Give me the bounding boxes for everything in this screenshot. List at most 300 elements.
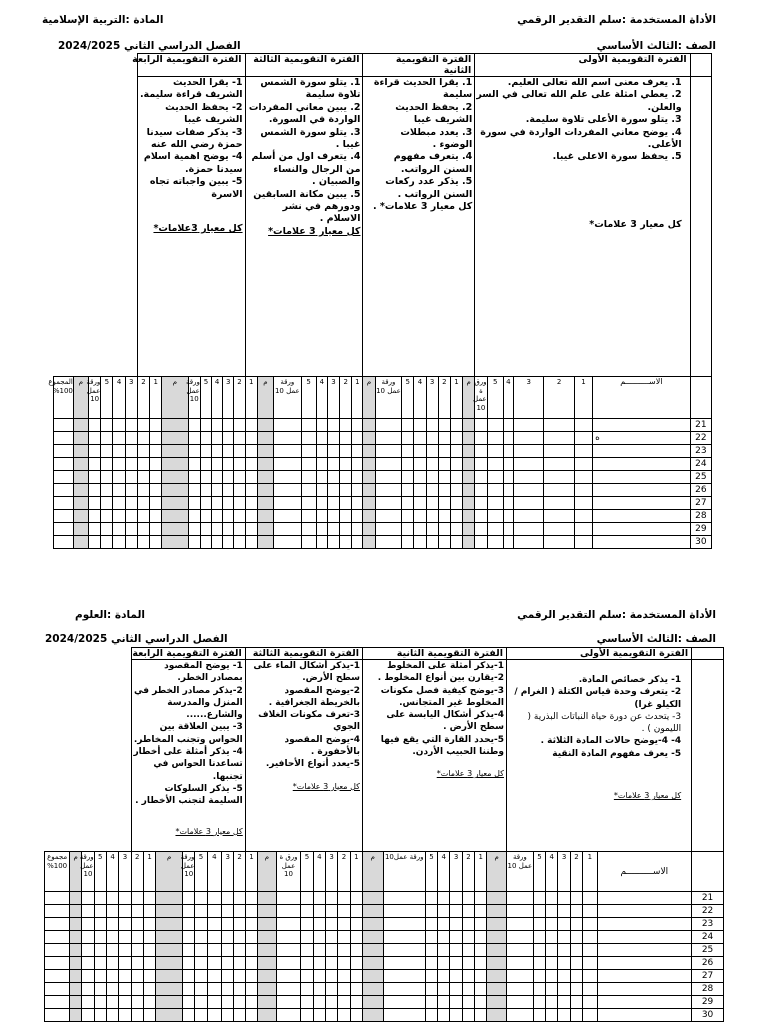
score-cell[interactable] [73, 523, 88, 536]
score-cell[interactable] [487, 445, 503, 458]
score-cell[interactable] [533, 931, 545, 944]
score-cell[interactable] [544, 432, 574, 445]
score-cell[interactable] [234, 536, 245, 549]
score-cell[interactable] [402, 497, 414, 510]
score-cell[interactable] [113, 432, 125, 445]
score-cell[interactable] [73, 497, 88, 510]
score-cell[interactable] [487, 484, 503, 497]
score-cell[interactable] [503, 419, 513, 432]
score-cell[interactable] [316, 484, 327, 497]
score-cell[interactable] [340, 419, 352, 432]
score-cell[interactable] [402, 445, 414, 458]
score-cell[interactable] [326, 1009, 338, 1022]
score-cell[interactable] [94, 905, 106, 918]
score-cell[interactable] [200, 510, 211, 523]
score-cell[interactable] [414, 419, 426, 432]
score-cell[interactable] [425, 918, 437, 931]
score-cell[interactable] [69, 996, 81, 1009]
score-cell[interactable] [245, 970, 257, 983]
score-cell[interactable] [73, 419, 88, 432]
score-cell[interactable] [350, 1009, 362, 1022]
score-cell[interactable] [425, 931, 437, 944]
score-cell[interactable] [162, 419, 188, 432]
score-cell[interactable] [570, 944, 582, 957]
score-cell[interactable] [234, 497, 245, 510]
score-cell[interactable] [119, 1009, 131, 1022]
score-cell[interactable] [338, 944, 350, 957]
score-cell[interactable] [327, 536, 339, 549]
score-cell[interactable] [183, 996, 195, 1009]
score-cell[interactable] [188, 471, 200, 484]
score-cell[interactable] [426, 484, 438, 497]
score-cell[interactable] [125, 536, 137, 549]
student-name-cell[interactable] [593, 445, 691, 458]
score-cell[interactable] [188, 432, 200, 445]
score-cell[interactable] [375, 536, 401, 549]
score-cell[interactable] [212, 523, 223, 536]
score-cell[interactable] [462, 931, 474, 944]
score-cell[interactable] [313, 957, 325, 970]
score-cell[interactable] [89, 471, 101, 484]
score-cell[interactable] [195, 931, 207, 944]
score-cell[interactable] [414, 458, 426, 471]
score-cell[interactable] [558, 957, 570, 970]
score-cell[interactable] [234, 484, 245, 497]
score-cell[interactable] [316, 510, 327, 523]
score-cell[interactable] [200, 536, 211, 549]
score-cell[interactable] [276, 1009, 301, 1022]
score-cell[interactable] [533, 957, 545, 970]
score-cell[interactable] [207, 970, 221, 983]
score-cell[interactable] [313, 905, 325, 918]
score-cell[interactable] [414, 510, 426, 523]
score-cell[interactable] [326, 944, 338, 957]
score-cell[interactable] [101, 471, 113, 484]
score-cell[interactable] [223, 497, 234, 510]
score-cell[interactable] [352, 471, 363, 484]
score-cell[interactable] [276, 944, 301, 957]
score-cell[interactable] [352, 510, 363, 523]
score-cell[interactable] [462, 983, 474, 996]
score-cell[interactable] [362, 944, 383, 957]
score-cell[interactable] [546, 996, 558, 1009]
score-cell[interactable] [362, 970, 383, 983]
score-cell[interactable] [212, 497, 223, 510]
score-cell[interactable] [156, 931, 183, 944]
score-cell[interactable] [106, 931, 118, 944]
score-cell[interactable] [200, 445, 211, 458]
score-cell[interactable] [162, 523, 188, 536]
score-cell[interactable] [53, 432, 73, 445]
score-cell[interactable] [200, 458, 211, 471]
student-name-cell[interactable] [593, 458, 691, 471]
score-cell[interactable] [89, 445, 101, 458]
score-cell[interactable] [350, 944, 362, 957]
score-cell[interactable] [546, 1009, 558, 1022]
score-cell[interactable] [143, 983, 155, 996]
student-name-cell[interactable] [593, 471, 691, 484]
score-cell[interactable] [362, 983, 383, 996]
score-cell[interactable] [362, 918, 383, 931]
score-cell[interactable] [402, 484, 414, 497]
student-name-cell[interactable] [597, 931, 692, 944]
score-cell[interactable] [119, 983, 131, 996]
score-cell[interactable] [350, 957, 362, 970]
score-cell[interactable] [73, 484, 88, 497]
score-cell[interactable] [301, 970, 313, 983]
score-cell[interactable] [245, 445, 257, 458]
score-cell[interactable] [313, 944, 325, 957]
score-cell[interactable] [375, 523, 401, 536]
score-cell[interactable] [301, 458, 316, 471]
score-cell[interactable] [131, 957, 143, 970]
score-cell[interactable] [558, 983, 570, 996]
student-name-cell[interactable] [593, 536, 691, 549]
score-cell[interactable] [137, 536, 149, 549]
score-cell[interactable] [546, 918, 558, 931]
score-cell[interactable] [425, 1009, 437, 1022]
score-cell[interactable] [245, 1009, 257, 1022]
score-cell[interactable] [101, 432, 113, 445]
score-cell[interactable] [222, 931, 234, 944]
score-cell[interactable] [426, 510, 438, 523]
score-cell[interactable] [212, 445, 223, 458]
score-cell[interactable] [350, 892, 362, 905]
student-name-cell[interactable] [597, 983, 692, 996]
score-cell[interactable] [82, 983, 94, 996]
score-cell[interactable] [574, 497, 592, 510]
score-cell[interactable] [533, 1009, 545, 1022]
score-cell[interactable] [487, 471, 503, 484]
score-cell[interactable] [363, 432, 375, 445]
score-cell[interactable] [383, 918, 425, 931]
score-cell[interactable] [276, 983, 301, 996]
score-cell[interactable] [245, 419, 257, 432]
score-cell[interactable] [258, 931, 277, 944]
score-cell[interactable] [583, 970, 597, 983]
score-cell[interactable] [212, 510, 223, 523]
score-cell[interactable] [450, 536, 462, 549]
score-cell[interactable] [383, 931, 425, 944]
score-cell[interactable] [362, 892, 383, 905]
score-cell[interactable] [234, 510, 245, 523]
score-cell[interactable] [234, 445, 245, 458]
score-cell[interactable] [82, 931, 94, 944]
score-cell[interactable] [350, 918, 362, 931]
score-cell[interactable] [245, 957, 257, 970]
score-cell[interactable] [462, 944, 474, 957]
score-cell[interactable] [188, 484, 200, 497]
score-cell[interactable] [450, 432, 462, 445]
score-cell[interactable] [506, 983, 533, 996]
score-cell[interactable] [119, 970, 131, 983]
score-cell[interactable] [150, 523, 162, 536]
score-cell[interactable] [156, 970, 183, 983]
score-cell[interactable] [383, 1009, 425, 1022]
score-cell[interactable] [544, 523, 574, 536]
score-cell[interactable] [326, 957, 338, 970]
score-cell[interactable] [574, 536, 592, 549]
score-cell[interactable] [450, 1009, 462, 1022]
score-cell[interactable] [82, 996, 94, 1009]
score-cell[interactable] [69, 983, 81, 996]
score-cell[interactable] [450, 484, 462, 497]
score-cell[interactable] [327, 458, 339, 471]
score-cell[interactable] [137, 432, 149, 445]
score-cell[interactable] [301, 905, 313, 918]
score-cell[interactable] [162, 484, 188, 497]
score-cell[interactable] [94, 1009, 106, 1022]
score-cell[interactable] [327, 510, 339, 523]
score-cell[interactable] [131, 983, 143, 996]
score-cell[interactable] [487, 970, 507, 983]
score-cell[interactable] [89, 523, 101, 536]
score-cell[interactable] [425, 970, 437, 983]
score-cell[interactable] [125, 432, 137, 445]
score-cell[interactable] [119, 931, 131, 944]
score-cell[interactable] [222, 918, 234, 931]
score-cell[interactable] [257, 523, 273, 536]
score-cell[interactable] [234, 458, 245, 471]
score-cell[interactable] [119, 944, 131, 957]
score-cell[interactable] [212, 432, 223, 445]
score-cell[interactable] [200, 484, 211, 497]
score-cell[interactable] [45, 931, 70, 944]
score-cell[interactable] [234, 983, 245, 996]
score-cell[interactable] [156, 918, 183, 931]
score-cell[interactable] [558, 996, 570, 1009]
score-cell[interactable] [257, 497, 273, 510]
score-cell[interactable] [301, 983, 313, 996]
score-cell[interactable] [350, 905, 362, 918]
score-cell[interactable] [257, 536, 273, 549]
score-cell[interactable] [340, 497, 352, 510]
score-cell[interactable] [363, 536, 375, 549]
score-cell[interactable] [106, 996, 118, 1009]
score-cell[interactable] [513, 471, 543, 484]
score-cell[interactable] [222, 957, 234, 970]
score-cell[interactable] [223, 432, 234, 445]
score-cell[interactable] [94, 892, 106, 905]
score-cell[interactable] [463, 432, 475, 445]
student-name-cell[interactable] [593, 484, 691, 497]
score-cell[interactable] [503, 523, 513, 536]
score-cell[interactable] [301, 497, 316, 510]
score-cell[interactable] [131, 918, 143, 931]
score-cell[interactable] [533, 996, 545, 1009]
score-cell[interactable] [350, 970, 362, 983]
score-cell[interactable] [487, 458, 503, 471]
score-cell[interactable] [73, 458, 88, 471]
score-cell[interactable] [352, 432, 363, 445]
score-cell[interactable] [487, 432, 503, 445]
score-cell[interactable] [73, 432, 88, 445]
score-cell[interactable] [150, 510, 162, 523]
score-cell[interactable] [313, 892, 325, 905]
score-cell[interactable] [326, 931, 338, 944]
score-cell[interactable] [487, 892, 507, 905]
score-cell[interactable] [546, 931, 558, 944]
score-cell[interactable] [245, 918, 257, 931]
score-cell[interactable] [45, 957, 70, 970]
score-cell[interactable] [245, 892, 257, 905]
score-cell[interactable] [94, 996, 106, 1009]
score-cell[interactable] [450, 944, 462, 957]
score-cell[interactable] [82, 892, 94, 905]
score-cell[interactable] [207, 905, 221, 918]
score-cell[interactable] [195, 996, 207, 1009]
score-cell[interactable] [363, 471, 375, 484]
score-cell[interactable] [574, 471, 592, 484]
score-cell[interactable] [301, 510, 316, 523]
score-cell[interactable] [245, 944, 257, 957]
score-cell[interactable] [245, 458, 257, 471]
score-cell[interactable] [188, 510, 200, 523]
score-cell[interactable] [119, 996, 131, 1009]
score-cell[interactable] [340, 471, 352, 484]
score-cell[interactable] [143, 918, 155, 931]
score-cell[interactable] [316, 419, 327, 432]
score-cell[interactable] [301, 523, 316, 536]
score-cell[interactable] [375, 445, 401, 458]
score-cell[interactable] [583, 957, 597, 970]
score-cell[interactable] [438, 944, 450, 957]
score-cell[interactable] [301, 931, 313, 944]
score-cell[interactable] [257, 432, 273, 445]
score-cell[interactable] [583, 1009, 597, 1022]
score-cell[interactable] [340, 536, 352, 549]
score-cell[interactable] [119, 957, 131, 970]
score-cell[interactable] [475, 905, 487, 918]
score-cell[interactable] [150, 497, 162, 510]
score-cell[interactable] [450, 445, 462, 458]
score-cell[interactable] [558, 970, 570, 983]
score-cell[interactable] [533, 905, 545, 918]
score-cell[interactable] [402, 419, 414, 432]
score-cell[interactable] [125, 523, 137, 536]
score-cell[interactable] [188, 458, 200, 471]
score-cell[interactable] [438, 510, 450, 523]
score-cell[interactable] [143, 944, 155, 957]
score-cell[interactable] [45, 996, 70, 1009]
score-cell[interactable] [101, 458, 113, 471]
score-cell[interactable] [69, 957, 81, 970]
score-cell[interactable] [113, 484, 125, 497]
score-cell[interactable] [101, 445, 113, 458]
score-cell[interactable] [438, 458, 450, 471]
score-cell[interactable] [402, 471, 414, 484]
score-cell[interactable] [119, 892, 131, 905]
score-cell[interactable] [207, 983, 221, 996]
score-cell[interactable] [131, 1009, 143, 1022]
score-cell[interactable] [200, 432, 211, 445]
score-cell[interactable] [313, 983, 325, 996]
score-cell[interactable] [222, 892, 234, 905]
score-cell[interactable] [156, 996, 183, 1009]
score-cell[interactable] [313, 1009, 325, 1022]
score-cell[interactable] [544, 419, 574, 432]
score-cell[interactable] [414, 445, 426, 458]
score-cell[interactable] [222, 996, 234, 1009]
score-cell[interactable] [463, 445, 475, 458]
score-cell[interactable] [316, 536, 327, 549]
score-cell[interactable] [583, 931, 597, 944]
student-name-cell[interactable] [593, 419, 691, 432]
score-cell[interactable] [475, 918, 487, 931]
score-cell[interactable] [326, 918, 338, 931]
score-cell[interactable] [362, 905, 383, 918]
score-cell[interactable] [375, 510, 401, 523]
score-cell[interactable] [150, 419, 162, 432]
score-cell[interactable] [119, 918, 131, 931]
score-cell[interactable] [487, 905, 507, 918]
score-cell[interactable] [245, 983, 257, 996]
score-cell[interactable] [207, 944, 221, 957]
score-cell[interactable] [426, 445, 438, 458]
score-cell[interactable] [426, 471, 438, 484]
score-cell[interactable] [544, 497, 574, 510]
score-cell[interactable] [383, 970, 425, 983]
score-cell[interactable] [276, 996, 301, 1009]
score-cell[interactable] [574, 432, 592, 445]
score-cell[interactable] [583, 996, 597, 1009]
score-cell[interactable] [69, 905, 81, 918]
score-cell[interactable] [150, 432, 162, 445]
score-cell[interactable] [463, 471, 475, 484]
score-cell[interactable] [462, 892, 474, 905]
score-cell[interactable] [463, 536, 475, 549]
score-cell[interactable] [301, 944, 313, 957]
score-cell[interactable] [53, 458, 73, 471]
score-cell[interactable] [245, 510, 257, 523]
score-cell[interactable] [150, 471, 162, 484]
score-cell[interactable] [326, 970, 338, 983]
score-cell[interactable] [426, 432, 438, 445]
score-cell[interactable] [338, 970, 350, 983]
score-cell[interactable] [94, 983, 106, 996]
score-cell[interactable] [276, 905, 301, 918]
score-cell[interactable] [301, 445, 316, 458]
score-cell[interactable] [450, 523, 462, 536]
score-cell[interactable] [338, 983, 350, 996]
score-cell[interactable] [125, 497, 137, 510]
student-name-cell[interactable] [597, 892, 692, 905]
score-cell[interactable] [245, 497, 257, 510]
score-cell[interactable] [375, 419, 401, 432]
score-cell[interactable] [438, 957, 450, 970]
score-cell[interactable] [338, 892, 350, 905]
score-cell[interactable] [438, 445, 450, 458]
score-cell[interactable] [513, 510, 543, 523]
score-cell[interactable] [383, 983, 425, 996]
score-cell[interactable] [69, 970, 81, 983]
score-cell[interactable] [94, 918, 106, 931]
score-cell[interactable] [414, 471, 426, 484]
score-cell[interactable] [487, 931, 507, 944]
student-name-cell[interactable] [593, 510, 691, 523]
score-cell[interactable] [183, 892, 195, 905]
score-cell[interactable] [137, 471, 149, 484]
student-name-cell[interactable] [593, 497, 691, 510]
score-cell[interactable] [546, 983, 558, 996]
score-cell[interactable] [258, 1009, 277, 1022]
score-cell[interactable] [462, 970, 474, 983]
score-cell[interactable] [301, 419, 316, 432]
score-cell[interactable] [583, 905, 597, 918]
score-cell[interactable] [506, 918, 533, 931]
score-cell[interactable] [156, 905, 183, 918]
score-cell[interactable] [533, 944, 545, 957]
